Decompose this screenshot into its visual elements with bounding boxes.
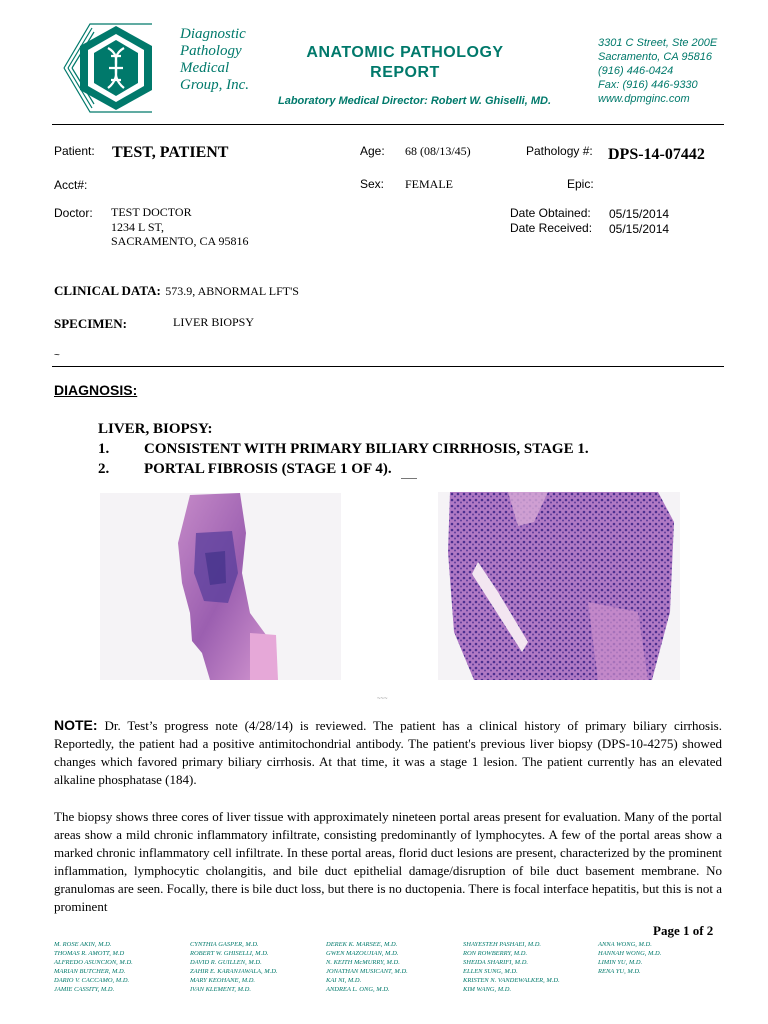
address-fax: Fax: (916) 446-9330 (598, 79, 698, 91)
date-obtained-value: 05/15/2014 (609, 207, 670, 221)
age-label: Age: (360, 144, 385, 158)
note-paragraph-1 (54, 716, 722, 789)
sex-label: Sex: (360, 177, 385, 191)
staff-name: HANNAH WONG, M.D. (598, 950, 662, 957)
specimen-value: LIVER BIOPSY (173, 315, 255, 329)
staff-name: KRISTEN N. VANDEWALKER, M.D. (463, 977, 560, 984)
micrograph-high-power (438, 492, 680, 680)
liver-biopsy-image-1 (100, 493, 341, 680)
diagnosis-item-text: CONSISTENT WITH PRIMARY BILIARY CIRRHOSIS, STAGE 1. (144, 441, 589, 457)
dna-hexagon-logo-icon (54, 22, 158, 114)
staff-name: KIM WANG, M.D. (463, 986, 512, 993)
address-city: Sacramento, CA 95816 (598, 51, 712, 63)
company-address (598, 36, 717, 106)
header-divider (52, 124, 724, 125)
date-received-value: 05/15/2014 (609, 222, 670, 236)
staff-name: MARY KEOHANE, M.D. (190, 977, 256, 984)
diagnosis-item-1 (98, 441, 589, 458)
tilde-mark: ~ (54, 350, 60, 361)
staff-name: GWEN MAZOUJIAN, M.D. (326, 950, 399, 957)
doctor-street: 1234 L ST, (111, 219, 164, 234)
underline-mark (401, 478, 417, 479)
address-phone: (916) 446-0424 (598, 65, 674, 77)
staff-name: M. ROSE AKIN, M.D. (54, 941, 112, 948)
diagnosis-line-0: LIVER, BIOPSY: (98, 421, 213, 437)
address-street: 3301 C Street, Ste 200E (598, 37, 718, 49)
note-text-1: Dr. Test’s progress note (4/28/14) is reviewed. The patient has a clinical history of primary biliary cirrhosis. Reportedly, the patient had a positive antimitochondrial antibody. The patient's previous liver biopsy (DPS-10-4275) showed changes which favored primary biliary cirrhosis. At that time, it was a stage 1 lesion. The patient currently has an elevated alkaline phosphatase (184). (54, 718, 722, 787)
specimen-label: SPECIMEN: (54, 316, 127, 331)
staff-column-4 (463, 940, 560, 994)
pathology-number-label: Pathology #: (526, 144, 593, 158)
doctor-address (111, 205, 248, 249)
staff-name: RON ROWBERRY, M.D. (463, 950, 528, 957)
company-name (180, 26, 249, 94)
staff-name: IVAN KLEMENT, M.D. (190, 986, 251, 993)
staff-name: MARIAN BUTCHER, M.D. (54, 968, 126, 975)
staff-name: N. KEITH McMURRY, M.D. (326, 959, 400, 966)
diagnosis-heading: DIAGNOSIS: (54, 382, 138, 398)
lab-director: Laboratory Medical Director: Robert W. Ghiselli, MD. (278, 95, 552, 107)
staff-column-5 (598, 940, 661, 976)
note-label: NOTE: (54, 717, 98, 733)
staff-name: LIMIN YU, M.D. (598, 959, 643, 966)
date-received-label: Date Received: (510, 221, 593, 235)
staff-column-1 (54, 940, 133, 994)
logo-line-1: Diagnostic (180, 26, 246, 42)
staff-name: ROBERT W. GHISELLI, M.D. (190, 950, 269, 957)
patient-label: Patient: (54, 144, 95, 158)
liver-biopsy-image-2 (438, 492, 680, 680)
staff-name: SHEIDA SHARIFI, M.D. (463, 959, 529, 966)
diagnosis-item-text: PORTAL FIBROSIS (STAGE 1 OF 4). (144, 461, 392, 477)
date-obtained-label: Date Obtained: (510, 206, 591, 220)
doctor-name: TEST DOCTOR (111, 205, 192, 219)
logo-line-4: Group, Inc. (180, 77, 250, 93)
logo-line-2: Pathology (180, 43, 242, 59)
staff-name: KAI NI, M.D. (326, 977, 362, 984)
sex-value: FEMALE (405, 177, 453, 191)
staff-column-2 (190, 940, 278, 994)
staff-name: DARIO V. CACCAMO, M.D. (54, 977, 130, 984)
section-divider (52, 366, 724, 367)
page-number: Page 1 of 2 (653, 923, 714, 938)
logo-line-3: Medical (180, 60, 230, 76)
staff-name: DAVID R. GUILLEN, M.D. (190, 959, 262, 966)
staff-name: JAMIE CASSITY, M.D. (54, 986, 115, 993)
report-title (280, 44, 530, 82)
note-paragraph-2: The biopsy shows three cores of liver tissue with approximately nineteen portal areas present for evaluation. Many of the portal areas show a mild chronic inflammatory infiltrate, consisting predominantly of lymphocytes. A few of the portal areas show a marked chronic inflammatory cell infiltrate. In these portal areas, florid duct lesions are present, characterized by the prominent inflammation, lymphocytic cholangitis, and bile duct epithelial damage/disruption of bile duct basement membrane. No granulomas are seen. Focally, there is bile duct loss, but there is no ductopenia. There is focal interface hepatitis, but this is not a prominent (54, 809, 722, 914)
diagnosis-item-number: 2. (98, 461, 110, 477)
account-label: Acct#: (54, 178, 88, 192)
staff-name: SHAYESTEH PASHAEI, M.D. (463, 941, 542, 948)
staff-name: ELLEN SUNG, M.D. (463, 968, 518, 975)
staff-name: ANNA WONG, M.D. (598, 941, 652, 948)
staff-name: ALFREDO ASUNCION, M.D. (54, 959, 133, 966)
title-line-2: REPORT (370, 64, 440, 81)
patient-name: TEST, PATIENT (112, 144, 229, 161)
doctor-label: Doctor: (54, 206, 93, 220)
clinical-data-label: CLINICAL DATA: (54, 283, 161, 298)
staff-name: THOMAS R. AMOTT, M.D (54, 950, 125, 957)
company-logo (54, 22, 158, 114)
age-value: 68 (08/13/45) (405, 144, 471, 158)
staff-name: ZAHIR E. KARANJAWALA, M.D. (190, 968, 278, 975)
epic-label: Epic: (567, 177, 594, 191)
clinical-data (54, 282, 299, 300)
staff-name: CYNTHIA GASPER, M.D. (190, 941, 259, 948)
staff-name: DEREK K. MARSEE, M.D. (326, 941, 398, 948)
image-mark: ~~~ (377, 696, 388, 702)
address-website[interactable]: www.dpmginc.com (598, 93, 690, 105)
title-line-1: ANATOMIC PATHOLOGY (306, 44, 504, 61)
doctor-city: SACRAMENTO, CA 95816 (111, 234, 249, 248)
diagnosis-item-2 (98, 461, 392, 478)
diagnosis-item-number: 1. (98, 441, 110, 457)
staff-column-3 (326, 940, 408, 994)
staff-name: ANDREA L. ONG, M.D. (326, 986, 390, 993)
micrograph-low-power (100, 493, 341, 680)
pathology-number: DPS-14-07442 (608, 146, 705, 163)
staff-name: RENA YU, M.D. (598, 968, 641, 975)
staff-name: JONATHAN MUSICANT, M.D. (326, 968, 408, 975)
clinical-data-value: 573.9, ABNORMAL LFT'S (165, 284, 299, 298)
